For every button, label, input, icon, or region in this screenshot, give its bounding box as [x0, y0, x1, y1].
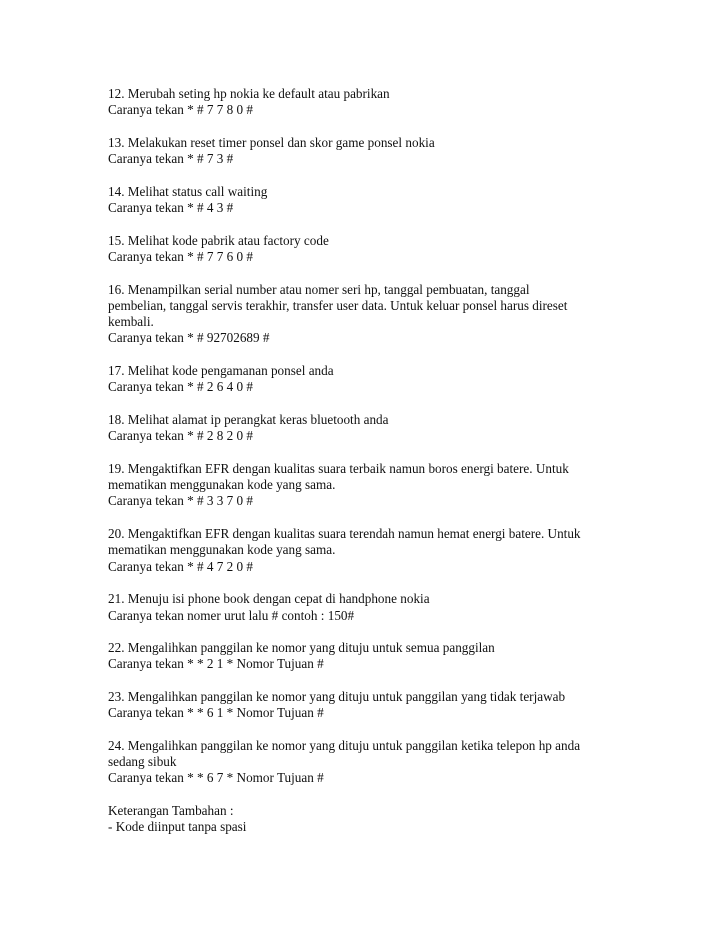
list-item — [108, 738, 648, 787]
item-title: 16. Menampilkan serial number atau nomer seri hp, tanggal pembuatan, tanggal — [108, 281, 530, 297]
item-title: 15. Melihat kode pabrik atau factory code — [108, 232, 329, 248]
item-code: Caranya tekan * # 92702689 # — [108, 330, 270, 346]
item-code: Caranya tekan * # 3 3 7 0 # — [108, 493, 254, 509]
document-page — [108, 86, 648, 836]
item-code: Caranya tekan * # 4 7 2 0 # — [108, 558, 254, 574]
item-code: Caranya tekan * # 7 7 6 0 # — [108, 248, 254, 264]
item-code: Caranya tekan * * 2 1 * Nomor Tujuan # — [108, 656, 324, 672]
notes-item: - Kode diinput tanpa spasi — [108, 819, 247, 835]
item-title: 17. Melihat kode pengamanan ponsel anda — [108, 363, 334, 379]
item-title-continued: mematikan menggunakan kode yang sama. — [108, 542, 336, 558]
item-title: 24. Mengalihkan panggilan ke nomor yang dituju untuk panggilan ketika telepon hp anda — [108, 737, 581, 753]
list-item — [108, 461, 648, 510]
list-item — [108, 135, 648, 168]
list-item — [108, 412, 648, 445]
list-item — [108, 526, 648, 575]
list-item — [108, 640, 648, 673]
item-code: Caranya tekan * * 6 1 * Nomor Tujuan # — [108, 705, 324, 721]
item-code: Caranya tekan * # 4 3 # — [108, 200, 234, 216]
item-title-continued: sedang sibuk — [108, 754, 177, 770]
list-item — [108, 689, 648, 722]
item-title-continued: mematikan menggunakan kode yang sama. — [108, 477, 336, 493]
item-code: Caranya tekan * * 6 7 * Nomor Tujuan # — [108, 770, 324, 786]
list-item — [108, 184, 648, 217]
list-item — [108, 591, 648, 624]
list-item — [108, 363, 648, 396]
notes-heading: Keterangan Tambahan : — [108, 803, 234, 819]
item-title: 13. Melakukan reset timer ponsel dan skor game ponsel nokia — [108, 134, 435, 150]
list-item — [108, 233, 648, 266]
item-title: 22. Mengalihkan panggilan ke nomor yang dituju untuk semua panggilan — [108, 640, 495, 656]
item-code: Caranya tekan * # 7 7 8 0 # — [108, 102, 254, 118]
additional-notes — [108, 803, 648, 836]
item-code: Caranya tekan * # 2 6 4 0 # — [108, 379, 254, 395]
item-title: 19. Mengaktifkan EFR dengan kualitas suara terbaik namun boros energi batere. Untuk — [108, 460, 569, 476]
item-title: 14. Melihat status call waiting — [108, 183, 268, 199]
item-title: 12. Merubah seting hp nokia ke default atau pabrikan — [108, 86, 390, 101]
item-code: Caranya tekan nomer urut lalu # contoh : 150# — [108, 607, 355, 623]
item-title-continued: kembali. — [108, 314, 154, 330]
item-title-continued: pembelian, tanggal servis terakhir, transfer user data. Untuk keluar ponsel harus direset — [108, 297, 568, 313]
item-title: 18. Melihat alamat ip perangkat keras bluetooth anda — [108, 411, 389, 427]
item-title: 23. Mengalihkan panggilan ke nomor yang dituju untuk panggilan yang tidak terjawab — [108, 688, 566, 704]
item-title: 20. Mengaktifkan EFR dengan kualitas suara terendah namun hemat energi batere. Untuk — [108, 526, 581, 542]
item-title: 21. Menuju isi phone book dengan cepat di handphone nokia — [108, 591, 430, 607]
list-item — [108, 282, 648, 347]
item-code: Caranya tekan * # 7 3 # — [108, 151, 234, 167]
list-item — [108, 86, 648, 119]
item-code: Caranya tekan * # 2 8 2 0 # — [108, 428, 254, 444]
